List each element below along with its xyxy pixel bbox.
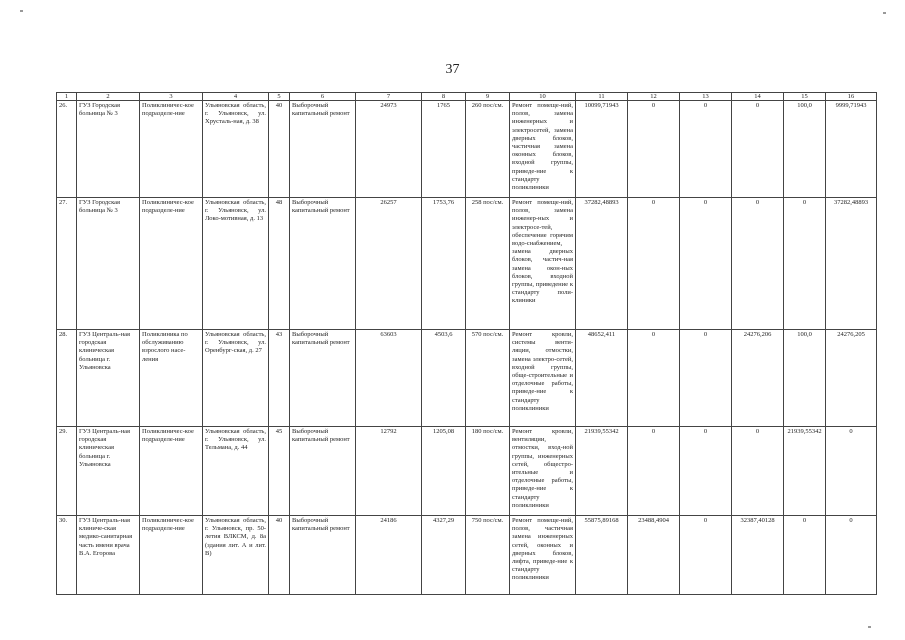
cell-value: 12792 bbox=[356, 427, 422, 516]
work-description: Ремонт кровли, системы венти-ляции, отмостки, замена электро-сетей, входной группы, обще-строительные и отделочные работы, приведе-ние к стандарту поликлиники bbox=[510, 330, 576, 427]
cell-value: 24276,206 bbox=[732, 330, 784, 427]
cell-value: 37282,48893 bbox=[826, 198, 877, 330]
cell-value: 0 bbox=[680, 330, 732, 427]
building-age: 40 bbox=[269, 101, 290, 198]
cell-value: 100,0 bbox=[784, 330, 826, 427]
building-age: 45 bbox=[269, 427, 290, 516]
column-header: 8 bbox=[422, 93, 466, 101]
subdivision: Поликлиника по обслуживанию взрослого насе-ления bbox=[140, 330, 203, 427]
work-description: Ремонт помеще-ний, полов, частичная замена инженерных сетей, оконных и дверных блоков, лифта, приведе-ние к стандарту поликлиники bbox=[510, 516, 576, 595]
row-number: 28. bbox=[57, 330, 77, 427]
column-header: 14 bbox=[732, 93, 784, 101]
table-row bbox=[57, 101, 877, 198]
cell-value: 55875,89168 bbox=[576, 516, 628, 595]
cell-value: 0 bbox=[628, 101, 680, 198]
work-description: Ремонт помеще-ний, полов, замена инженер-ных и электросе-тей, обеспечение горячим водо-снабжением, замена дверных блоков, частич-ная замена окон-ных блоков, входной группы, приведение к стандарту поли-клиники bbox=[510, 198, 576, 330]
registry-table bbox=[56, 92, 877, 595]
cell-value: 1205,08 bbox=[422, 427, 466, 516]
column-header: 16 bbox=[826, 93, 877, 101]
cell-value: 21939,55342 bbox=[784, 427, 826, 516]
cell-value: 0 bbox=[680, 516, 732, 595]
capacity: 750 пос/см. bbox=[466, 516, 510, 595]
work-description: Ремонт кровли, вентиляции, отмостки, вход-ной группы, инженерных сетей, общестро-ительные и отделочные работы, приведе-ние к стандарту поликлиники bbox=[510, 427, 576, 516]
cell-value: 0 bbox=[680, 427, 732, 516]
column-header: 15 bbox=[784, 93, 826, 101]
capacity: 260 пос/см. bbox=[466, 101, 510, 198]
subdivision: Поликлиничес-кое подразделе-ние bbox=[140, 516, 203, 595]
cell-value: 0 bbox=[826, 516, 877, 595]
scan-speck bbox=[868, 626, 871, 628]
cell-value: 9999,71943 bbox=[826, 101, 877, 198]
subdivision: Поликлиничес-кое подразделе-ние bbox=[140, 427, 203, 516]
table-row bbox=[57, 427, 877, 516]
organization: ГУЗ Городская больница № 3 bbox=[77, 198, 140, 330]
building-age: 40 bbox=[269, 516, 290, 595]
organization: ГУЗ Централь-ная городская клиническая больница г. Ульяновска bbox=[77, 330, 140, 427]
address: Ульяновская область, г. Ульяновск, ул. Оренбург-ская, д. 27 bbox=[203, 330, 269, 427]
column-header: 12 bbox=[628, 93, 680, 101]
cell-value: 0 bbox=[732, 198, 784, 330]
cell-value: 48652,411 bbox=[576, 330, 628, 427]
capacity: 180 пос/см. bbox=[466, 427, 510, 516]
column-header: 2 bbox=[77, 93, 140, 101]
cell-value: 10099,71943 bbox=[576, 101, 628, 198]
header-row bbox=[57, 93, 877, 101]
subdivision: Поликлиничес-кое подразделе-ние bbox=[140, 198, 203, 330]
page-number: 37 bbox=[445, 62, 460, 77]
cell-value: 23488,4904 bbox=[628, 516, 680, 595]
column-header: 5 bbox=[269, 93, 290, 101]
organization: ГУЗ Централь-ная клиниче-ская медико-санитарная часть имени врача В.А. Егорова bbox=[77, 516, 140, 595]
table-row bbox=[57, 198, 877, 330]
cell-value: 32387,40128 bbox=[732, 516, 784, 595]
work-description: Ремонт помеще-ний, полов, замена инженерных и электросетей, замена дверных блоков, частичная замена оконных блоков, входной группы, приведе-ние к стандарту поликлиники bbox=[510, 101, 576, 198]
column-header: 6 bbox=[290, 93, 356, 101]
building-age: 48 bbox=[269, 198, 290, 330]
row-number: 26. bbox=[57, 101, 77, 198]
row-number: 27. bbox=[57, 198, 77, 330]
cell-value: 63603 bbox=[356, 330, 422, 427]
row-number: 29. bbox=[57, 427, 77, 516]
scan-speck bbox=[883, 12, 886, 14]
cell-value: 24276,205 bbox=[826, 330, 877, 427]
cell-value: 4503,6 bbox=[422, 330, 466, 427]
column-header: 4 bbox=[203, 93, 269, 101]
column-header: 11 bbox=[576, 93, 628, 101]
address: Ульяновская область, г. Ульяновск, ул. Локо-мотивная, д. 13 bbox=[203, 198, 269, 330]
cell-value: 0 bbox=[826, 427, 877, 516]
cell-value: 21939,55342 bbox=[576, 427, 628, 516]
address: Ульяновская область, г. Ульяновск, пр. 50-летия ВЛКСМ, д. 8а (здания лит. А и лит. В) bbox=[203, 516, 269, 595]
organization: ГУЗ Централь-ная городская клиническая больница г. Ульяновска bbox=[77, 427, 140, 516]
address: Ульяновская область, г. Ульяновск, ул. Хрусталь-ная, д. 38 bbox=[203, 101, 269, 198]
cell-value: 1753,76 bbox=[422, 198, 466, 330]
cell-value: 0 bbox=[732, 427, 784, 516]
column-header: 10 bbox=[510, 93, 576, 101]
table-row bbox=[57, 516, 877, 595]
cell-value: 100,0 bbox=[784, 101, 826, 198]
cell-value: 0 bbox=[628, 427, 680, 516]
subdivision: Поликлиничес-кое подразделе-ние bbox=[140, 101, 203, 198]
work-type: Выборочный капитальный ремонт bbox=[290, 198, 356, 330]
cell-value: 26257 bbox=[356, 198, 422, 330]
cell-value: 0 bbox=[628, 198, 680, 330]
cell-value: 4327,29 bbox=[422, 516, 466, 595]
cell-value: 0 bbox=[732, 101, 784, 198]
column-header: 13 bbox=[680, 93, 732, 101]
work-type: Выборочный капитальный ремонт bbox=[290, 516, 356, 595]
column-header: 7 bbox=[356, 93, 422, 101]
address: Ульяновская область, г. Ульяновск, ул. Тельмана, д. 44 bbox=[203, 427, 269, 516]
building-age: 43 bbox=[269, 330, 290, 427]
cell-value: 0 bbox=[628, 330, 680, 427]
cell-value: 1765 bbox=[422, 101, 466, 198]
column-header: 3 bbox=[140, 93, 203, 101]
work-type: Выборочный капитальный ремонт bbox=[290, 427, 356, 516]
row-number: 30. bbox=[57, 516, 77, 595]
cell-value: 24186 bbox=[356, 516, 422, 595]
column-header: 9 bbox=[466, 93, 510, 101]
cell-value: 0 bbox=[784, 198, 826, 330]
organization: ГУЗ Городская больница № 3 bbox=[77, 101, 140, 198]
work-type: Выборочный капитальный ремонт bbox=[290, 101, 356, 198]
cell-value: 0 bbox=[784, 516, 826, 595]
work-type: Выборочный капитальный ремонт bbox=[290, 330, 356, 427]
capacity: 570 пос/см. bbox=[466, 330, 510, 427]
cell-value: 0 bbox=[680, 101, 732, 198]
cell-value: 24973 bbox=[356, 101, 422, 198]
capacity: 258 пос/см. bbox=[466, 198, 510, 330]
column-header: 1 bbox=[57, 93, 77, 101]
cell-value: 37282,48893 bbox=[576, 198, 628, 330]
table-row bbox=[57, 330, 877, 427]
cell-value: 0 bbox=[680, 198, 732, 330]
scan-speck bbox=[20, 10, 23, 12]
